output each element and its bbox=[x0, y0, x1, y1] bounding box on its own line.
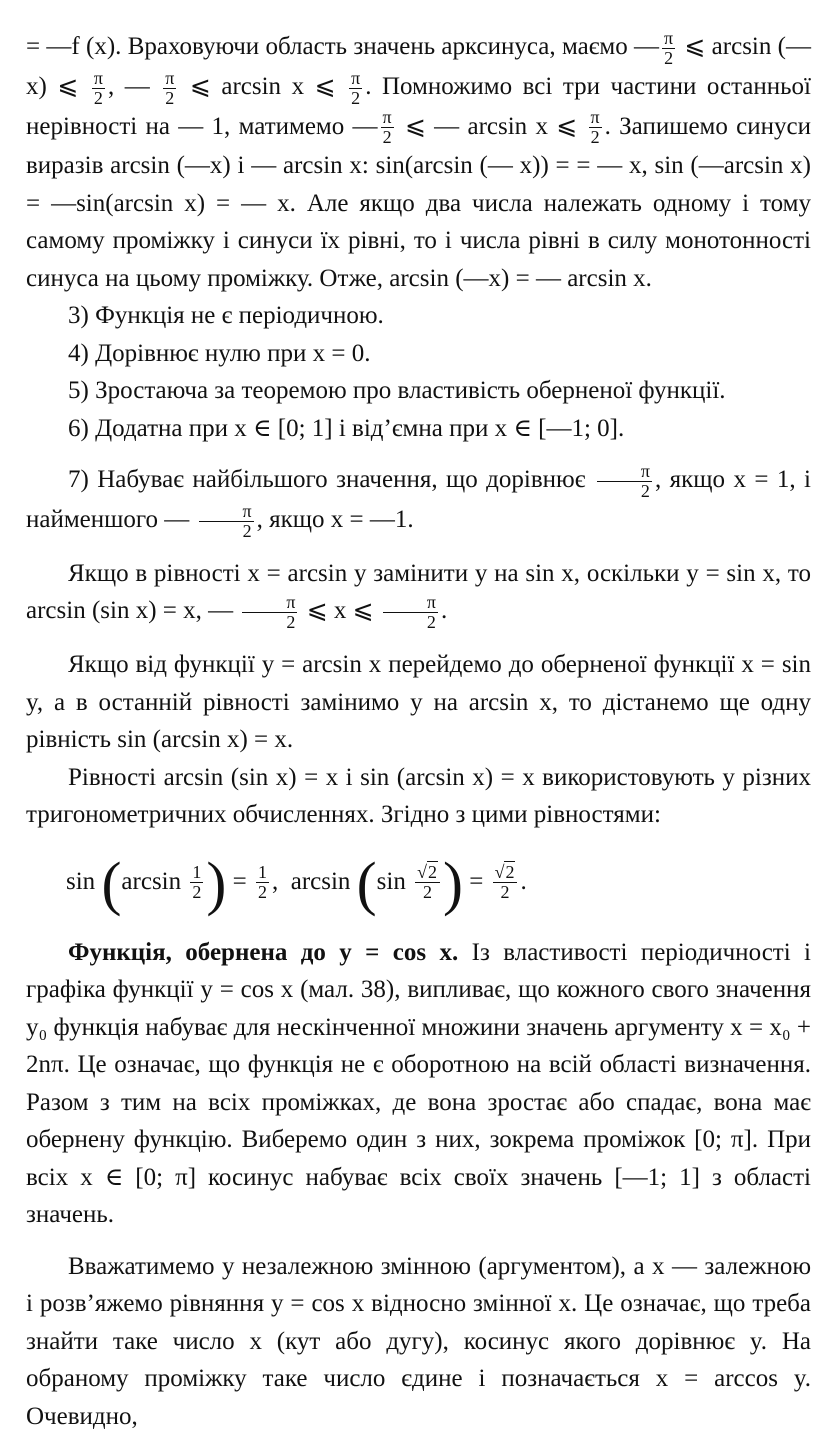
fraction-pi-over-2: $\frac{\pi}{2}$ bbox=[351, 67, 361, 108]
fraction-one-half: $\frac{1}{2}$ bbox=[192, 862, 202, 903]
left-paren: ( bbox=[356, 849, 377, 916]
paragraph-usage: Рівності arcsin (sin x) = x і sin (arcsin x) = x використовують у різних тригонометричних обчисленнях. Згідно з цими рівностями: bbox=[26, 763, 811, 829]
right-paren: ) bbox=[206, 849, 227, 916]
property-5: 5) Зростаюча за теоремою про властивість оберненої функції. bbox=[68, 377, 726, 405]
section-heading: Функція, обернена до y = cos x. bbox=[68, 938, 459, 966]
fraction-pi-over-2: $\frac{\pi}{2}$ bbox=[199, 502, 254, 541]
paragraph-inverse: Якщо від функції y = arcsin x перейдемо до оберненої функції x = sin y, а в останній рівності замінимо y на arcsin x, то дістанемо ще одну рівність sin (arcsin x) = x. bbox=[26, 651, 811, 754]
fraction-pi-over-2: $\frac{\pi}{2}$ bbox=[165, 67, 175, 108]
property-7: 7) Набуває найбільшого значення, що дорівнює $\frac{\pi}{2}$ , якщо x = 1, і найменшого — $\frac{\pi}{2}$ , якщо x = —1. bbox=[26, 461, 811, 541]
fraction-pi-over-2: $\frac{\pi}{2}$ bbox=[664, 27, 674, 68]
fraction-sqrt2-over-2: $\frac{√2}{2}$ bbox=[415, 863, 440, 902]
spacer bbox=[26, 541, 811, 555]
paragraph-arcsin-sin: Якщо в рівності x = arcsin y замінити y на sin x, оскільки y = sin x, то arcsin (sin x) = x, — $\frac{\pi}{2}$ ⩽ x ⩽ $\frac{\pi}{2}$ . bbox=[26, 559, 811, 633]
formula-example: sin (arcsin $\frac{1}{2}$ ) = $\frac{1}{2}$ , arcsin (sin $\frac{√2}{2}$ ) = $\frac{√2}{2}$ . bbox=[66, 849, 527, 916]
paragraph-arcsin-oddness: = —f (x). Враховуючи область значень арксинуса, маємо — $\frac{\pi}{2}$ ⩽ arcsin (—x) ⩽ $\frac{\pi}{2}$ , — $\frac{\pi}{2}$ ⩽ arcsin x ⩽ $\frac{\pi}{2}$ . Помножимо всі три частини останньої нерівності на — 1, матимемо — $\frac{\pi}{2}$ ⩽ — arcsin x ⩽ $\frac{\pi}{2}$ . Запишемо синуси виразів arcsin (—x) і — arcsin x: sin(arcsin (— x)) = = — x, sin (—arcsin x) = —sin(arcsin x) = — x. Але якщо два числа належать одному і тому самому проміжку і синуси їх рівні, то і числа рівні в силу монотонності синуса на цьому проміжку. Отже, arcsin (—x) = — arcsin x. bbox=[26, 27, 812, 292]
fraction-sqrt2-over-2: $\frac{√2}{2}$ bbox=[493, 863, 518, 902]
property-6: 6) Додатна при x ∈ [0; 1] і від’ємна при x ∈ [—1; 0]. bbox=[68, 414, 625, 442]
property-4: 4) Дорівнює нулю при x = 0. bbox=[68, 339, 371, 367]
fraction-pi-over-2: $\frac{\pi}{2}$ bbox=[590, 107, 600, 148]
fraction-pi-over-2: $\frac{\pi}{2}$ bbox=[383, 593, 438, 632]
property-3: 3) Функція не є періодичною. bbox=[68, 302, 384, 330]
spacer bbox=[26, 447, 811, 461]
left-paren: ( bbox=[101, 849, 122, 916]
paragraph-arccos: Вважатимемо y незалежною змінною (аргументом), а x — залежною і розв’яжемо рівняння y = cos x відносно змінної x. Це означає, що треба знайти таке число x (кут або дугу), косинус якого дорівнює y. На обраному проміжку таке число єдине і позначається x = arccos y. Очевидно, bbox=[26, 1252, 811, 1430]
sqrt-icon: √2 bbox=[417, 862, 437, 883]
fraction-pi-over-2: $\frac{\pi}{2}$ bbox=[597, 462, 652, 501]
fraction-pi-over-2: $\frac{\pi}{2}$ bbox=[93, 67, 103, 108]
sqrt-icon: √2 bbox=[494, 862, 515, 883]
spacer bbox=[26, 1234, 811, 1248]
right-paren: ) bbox=[442, 849, 463, 916]
fraction-one-half: $\frac{1}{2}$ bbox=[257, 862, 267, 903]
fraction-pi-over-2: $\frac{\pi}{2}$ bbox=[382, 107, 392, 148]
paragraph-cos-inverse: Функція, обернена до y = cos x. Із властивості періодичності і графіка функції y = cos x (мал. 38), випливає, що кожного свого значення y₀ функція набуває для нескінченної множини значень аргументу x = x₀ + 2nπ. Це означає, що функція не є оборотною на всій області визначення. Разом з тим на всіх проміжках, де вона зростає або спадає, вона має обернену функцію. Виберемо один з них, зокрема проміжок [0; π]. При всіх x ∈ [0; π] косинус набуває всіх своїх значень [—1; 1] з області значень. bbox=[26, 938, 811, 1229]
spacer bbox=[26, 632, 811, 646]
fraction-pi-over-2: $\frac{\pi}{2}$ bbox=[242, 593, 297, 632]
